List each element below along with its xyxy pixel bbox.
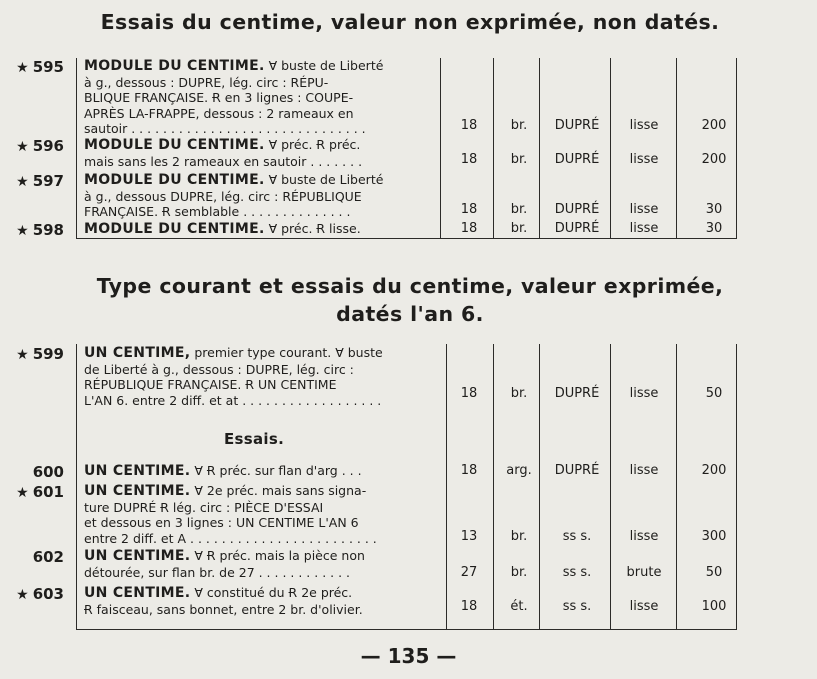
edge-cell: lisse <box>629 202 659 217</box>
section2-title-line1: Type courant et essais du centime, valeur exprimée, <box>96 274 724 298</box>
edge-cell: lisse <box>629 529 659 544</box>
signature-cell: DUPRÉ <box>554 463 600 478</box>
entry-number: ★ 599 <box>16 345 64 363</box>
entry-number: ★ 601 <box>16 483 64 501</box>
entry-number: 600 <box>32 463 64 481</box>
entry-number: ★ 598 <box>16 221 64 239</box>
column-rule <box>76 344 77 629</box>
entry-number: ★ 597 <box>16 172 64 190</box>
entry-description: UN CENTIME. Ɐ Ɍ préc. sur flan d'arg . . . <box>84 463 362 479</box>
size-cell: 13 <box>460 529 478 544</box>
value-cell: 200 <box>701 152 727 167</box>
star-icon: ★ <box>16 485 29 501</box>
metal-cell: br. <box>510 565 528 580</box>
page-number: — 135 — <box>360 644 457 668</box>
size-cell: 18 <box>460 463 478 478</box>
entry-number: ★ 603 <box>16 585 64 603</box>
column-rule <box>493 58 494 238</box>
metal-cell: arg. <box>506 463 532 478</box>
size-cell: 18 <box>460 386 478 401</box>
column-rule <box>76 58 77 238</box>
value-cell: 100 <box>701 599 727 614</box>
signature-cell: DUPRÉ <box>554 202 600 217</box>
entry-description: UN CENTIME, premier type courant. Ɐ buste de Liberté à g., dessous : DUPRE, lég. circ : RÉPUBLIQUE FRANÇAISE. Ɍ UN CENTIME L'AN 6. entre 2 diff. et at . . . . . . . . . . . . . . . . . . <box>84 345 383 408</box>
star-icon: ★ <box>16 347 29 363</box>
signature-cell: ss s. <box>562 599 592 614</box>
entry-description: MODULE DU CENTIME. Ɐ buste de Liberté à g., dessous DUPRE, lég. circ : RÉPUBLIQUE FRANÇAISE. Ɍ semblable . . . . . . . . . . . . . . <box>84 172 384 219</box>
star-icon: ★ <box>16 174 29 190</box>
entry-description: UN CENTIME. Ɐ 2e préc. mais sans signa- ture DUPRÉ Ɍ lég. circ : PIÈCE D'ESSAI et dessous en 3 lignes : UN CENTIME L'AN 6 entre 2 diff. et A . . . . . . . . . . . . . . . . . . . . . . . . <box>84 483 377 546</box>
entry-number: ★ 596 <box>16 137 64 155</box>
section2-title-line2: datés l'an 6. <box>336 302 484 326</box>
edge-cell: lisse <box>629 118 659 133</box>
edge-cell: lisse <box>629 463 659 478</box>
metal-cell: br. <box>510 529 528 544</box>
essais-subheading: Essais. <box>224 430 285 448</box>
entry-number: ★ 595 <box>16 58 64 76</box>
value-cell: 300 <box>701 529 727 544</box>
star-icon: ★ <box>16 60 29 76</box>
metal-cell: br. <box>510 152 528 167</box>
entry-description: UN CENTIME. Ɐ constitué du Ɍ 2e préc. Ɍ faisceau, sans bonnet, entre 2 br. d'olivier. <box>84 585 363 617</box>
signature-cell: ss s. <box>562 529 592 544</box>
signature-cell: DUPRÉ <box>554 152 600 167</box>
star-icon: ★ <box>16 223 29 239</box>
signature-cell: DUPRÉ <box>554 221 600 236</box>
edge-cell: lisse <box>629 386 659 401</box>
size-cell: 18 <box>460 202 478 217</box>
size-cell: 18 <box>460 599 478 614</box>
size-cell: 18 <box>460 118 478 133</box>
entry-description: UN CENTIME. Ɐ Ɍ préc. mais la pièce non détourée, sur flan br. de 27 . . . . . . . . . . . . <box>84 548 365 580</box>
edge-cell: lisse <box>629 152 659 167</box>
edge-cell: lisse <box>629 599 659 614</box>
value-cell: 50 <box>705 565 723 580</box>
value-cell: 200 <box>701 118 727 133</box>
value-cell: 30 <box>705 202 723 217</box>
size-cell: 18 <box>460 221 478 236</box>
signature-cell: DUPRÉ <box>554 386 600 401</box>
entry-number: 602 <box>32 548 64 566</box>
section1-title: Essais du centime, valeur non exprimée, non datés. <box>100 10 720 34</box>
entry-description: MODULE DU CENTIME. Ɐ préc. Ɍ préc. mais sans les 2 rameaux en sautoir . . . . . . . <box>84 137 363 169</box>
column-rule <box>440 58 441 238</box>
section2-title <box>40 272 780 328</box>
metal-cell: ét. <box>510 599 528 614</box>
star-icon: ★ <box>16 139 29 155</box>
size-cell: 27 <box>460 565 478 580</box>
metal-cell: br. <box>510 118 528 133</box>
edge-cell: lisse <box>629 221 659 236</box>
value-cell: 50 <box>705 386 723 401</box>
signature-cell: ss s. <box>562 565 592 580</box>
star-icon: ★ <box>16 587 29 603</box>
metal-cell: br. <box>510 221 528 236</box>
edge-cell: brute <box>626 565 662 580</box>
metal-cell: br. <box>510 202 528 217</box>
metal-cell: br. <box>510 386 528 401</box>
row-rule <box>76 629 737 630</box>
column-rule <box>446 344 447 629</box>
column-rule <box>493 344 494 629</box>
value-cell: 30 <box>705 221 723 236</box>
row-rule <box>76 238 737 239</box>
column-rule <box>676 58 677 238</box>
value-cell: 200 <box>701 463 727 478</box>
entry-description: MODULE DU CENTIME. Ɐ préc. Ɍ lisse. <box>84 221 361 237</box>
entry-description: MODULE DU CENTIME. Ɐ buste de Liberté à g., dessous : DUPRE, lég. circ : RÉPU- BLIQUE FRANÇAISE. Ɍ en 3 lignes : COUPE- APRÈS LA-FRAPPE, dessous : 2 rameaux en sautoir . . . . . . . . . . . . . . . . . . . . . . . . . . . . . . <box>84 58 384 136</box>
column-rule <box>676 344 677 629</box>
size-cell: 18 <box>460 152 478 167</box>
signature-cell: DUPRÉ <box>554 118 600 133</box>
